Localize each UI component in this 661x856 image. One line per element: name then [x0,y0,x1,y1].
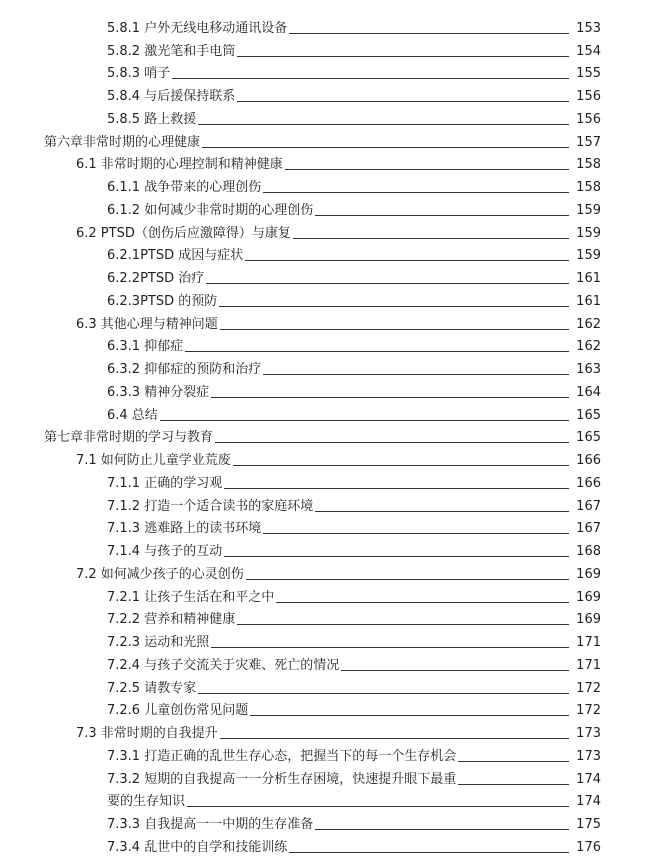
toc-entry-page: 174 [576,794,601,810]
toc-entry-title: 6.1 非常时期的心理控制和精神健康 [76,157,283,173]
toc-entry[interactable] [0,606,661,629]
toc-leader-line [198,124,569,125]
toc-leader-line [263,533,569,534]
toc-entry[interactable] [0,105,661,128]
toc-entry-title: 要的生存知识 [107,794,186,810]
toc-entry-title: 6.3.3 精神分裂症 [107,384,210,400]
toc-entry-title: 第七章非常时期的学习与教育 [44,430,214,446]
toc-leader-line [341,670,569,671]
toc-entry-page: 166 [576,475,601,491]
toc-entry[interactable] [0,310,661,333]
toc-entry[interactable] [0,446,661,469]
toc-entry-page: 165 [576,407,601,423]
toc-entry-title: 6.2.2PTSD 治疗 [107,271,205,286]
toc-entry-title: 7.1.3 逃难路上的读书环境 [107,521,262,537]
toc-leader-line [211,647,569,648]
toc-entry[interactable] [0,333,661,356]
toc-leader-line [246,579,569,580]
toc-leader-line [185,351,569,352]
toc-entry-page: 156 [576,89,601,104]
toc-entry-title: 6.2.3PTSD 的预防 [107,293,218,309]
toc-entry-page: 155 [576,66,601,82]
toc-entry[interactable] [0,82,661,105]
toc-entry[interactable] [0,765,661,788]
toc-entry-title: 7.2.5 请教专家 [107,680,197,696]
toc-entry-page: 172 [576,680,601,696]
toc-entry[interactable] [0,537,661,560]
toc-entry[interactable] [0,628,661,651]
toc-leader-line [220,738,569,739]
toc-entry-title: 6.3.2 抑郁症的预防和治疗 [107,362,262,377]
toc-entry-page: 162 [576,316,601,332]
toc-leader-line [245,260,569,261]
toc-leader-line [263,192,569,193]
toc-entry-title: 7.2.4 与孩子交流关于灾难、死亡的情况 [107,657,340,673]
toc-entry-page: 168 [576,544,601,559]
toc-entry[interactable] [0,492,661,515]
toc-entry[interactable] [0,788,661,811]
toc-entry-page: 157 [576,134,601,150]
toc-entry-page: 158 [576,180,601,195]
toc-leader-line [172,78,569,79]
toc-entry-title: 7.2 如何减少孩子的心灵创伤 [76,566,244,582]
toc-leader-line [215,442,569,443]
toc-entry-page: 171 [576,635,601,650]
toc-entry-page: 173 [576,726,601,741]
toc-entry[interactable] [0,60,661,83]
toc-entry-page: 164 [576,384,601,400]
toc-entry[interactable] [0,651,661,674]
toc-entry-page: 171 [576,657,601,673]
toc-entry-title: 7.1.4 与孩子的互动 [107,544,223,559]
toc-entry-title: 7.2.2 营养和精神健康 [107,612,236,628]
toc-entry-title: 6.2 PTSD（创伤后应激障得）与康复 [76,225,291,241]
toc-leader-line [289,852,569,853]
toc-entry-page: 167 [576,498,601,514]
toc-entry[interactable] [0,719,661,742]
toc-entry[interactable] [0,401,661,424]
toc-entry[interactable] [0,697,661,720]
toc-leader-line [237,101,569,102]
toc-entry-page: 159 [576,248,601,264]
toc-entry-page: 176 [576,839,601,855]
toc-entry[interactable] [0,287,661,310]
toc-leader-line [160,420,569,421]
toc-entry-page: 165 [576,430,601,446]
toc-entry-title: 5.8.2 激光笔和手电筒 [107,43,236,59]
toc-entry-title: 6.1.1 战争带来的心理创伤 [107,180,262,195]
toc-entry-title: 6.4 总结 [107,407,158,423]
toc-entry-title: 6.3 其他心理与精神问题 [76,316,218,332]
toc-entry[interactable] [0,355,661,378]
toc-leader-line [250,715,569,716]
toc-entry-page: 158 [576,157,601,173]
toc-entry-page: 153 [576,20,601,36]
toc-entry-page: 159 [576,202,601,218]
toc-entry[interactable] [0,14,661,37]
toc-leader-line [458,784,569,785]
toc-entry-title: 5.8.3 哨子 [107,66,171,82]
toc-entry-page: 175 [576,817,601,832]
toc-entry[interactable] [0,242,661,265]
toc-leader-line [206,283,569,284]
toc-entry-title: 6.3.1 抑郁症 [107,339,184,355]
toc-entry-page: 169 [576,612,601,628]
toc-leader-line [237,56,569,57]
toc-leader-line [276,602,569,603]
toc-entry-title: 7.3.4 乱世中的自学和技能训练 [107,839,288,855]
toc-entry[interactable] [0,378,661,401]
toc-leader-line [315,829,569,830]
toc-entry-title: 7.3.3 自我提高一一中期的生存准备 [107,817,314,832]
toc-entry-page: 173 [576,748,601,764]
toc-entry[interactable] [0,128,661,151]
toc-entry-title: 7.3.1 打造正确的乱世生存心态，把握当下的每一个生存机会 [107,748,457,764]
toc-leader-line [315,511,569,512]
toc-entry[interactable] [0,742,661,765]
toc-leader-line [187,806,569,807]
toc-entry-page: 172 [576,703,601,719]
toc-entry[interactable] [0,37,661,60]
toc-entry-title: 6.1.2 如何减少非常时期的心理创伤 [107,202,314,218]
toc-leader-line [315,215,569,216]
toc-entry-page: 167 [576,521,601,537]
toc-entry[interactable] [0,196,661,219]
toc-leader-line [263,374,569,375]
toc-entry-title: 7.2.6 儿童创伤常见问题 [107,703,249,719]
toc-entry-title: 7.2.1 让孩子生活在和平之中 [107,589,275,605]
toc-entry-page: 154 [576,43,601,59]
toc-entry-page: 161 [576,271,601,286]
toc-entry-title: 7.1.2 打造一个适合读书的家庭环境 [107,498,314,514]
toc-entry[interactable] [0,264,661,287]
toc-entry-title: 6.2.1PTSD 成因与症状 [107,248,244,264]
toc-leader-line [202,147,569,148]
toc-leader-line [211,397,569,398]
toc-leader-line [293,238,569,239]
toc-entry[interactable] [0,424,661,447]
toc-leader-line [224,556,569,557]
toc-leader-line [237,624,569,625]
toc-entry[interactable] [0,173,661,196]
toc-entry-page: 174 [576,771,601,787]
toc-entry-page: 159 [576,225,601,241]
toc-entry-title: 7.3.2 短期的自我提高一一分析生存困境，快速提升眼下最重 [107,771,457,787]
toc-entry-title: 7.2.3 运动和光照 [107,635,210,650]
toc-entry-title: 7.1.1 正确的学习观 [107,475,223,491]
toc-entry[interactable] [0,469,661,492]
toc-entry-title: 第六章非常时期的心理健康 [44,134,201,150]
toc-leader-line [458,761,569,762]
toc-leader-line [289,33,569,34]
toc-leader-line [224,488,569,489]
toc-entry-title: 5.8.4 与后援保持联系 [107,89,236,104]
toc-entry[interactable] [0,219,661,242]
table-of-contents [0,14,661,856]
toc-entry-page: 169 [576,589,601,605]
toc-entry-page: 161 [576,293,601,309]
toc-entry[interactable] [0,151,661,174]
toc-leader-line [233,465,569,466]
toc-entry-title: 7.1 如何防止儿童学业荒废 [76,453,231,468]
toc-entry[interactable] [0,560,661,583]
toc-entry-title: 5.8.1 户外无线电移动通讯设备 [107,20,288,36]
toc-entry-page: 166 [576,453,601,468]
toc-entry-page: 156 [576,111,601,127]
toc-leader-line [198,693,569,694]
toc-entry-title: 7.3 非常时期的自我提升 [76,726,218,741]
toc-entry-page: 162 [576,339,601,355]
toc-entry-title: 5.8.5 路上救援 [107,111,197,127]
toc-leader-line [285,169,569,170]
toc-entry-page: 163 [576,362,601,377]
toc-entry-page: 169 [576,566,601,582]
toc-entry[interactable] [0,810,661,833]
toc-leader-line [220,329,569,330]
toc-entry[interactable] [0,833,661,856]
toc-entry[interactable] [0,515,661,538]
toc-entry[interactable] [0,583,661,606]
toc-leader-line [219,306,569,307]
toc-entry[interactable] [0,674,661,697]
